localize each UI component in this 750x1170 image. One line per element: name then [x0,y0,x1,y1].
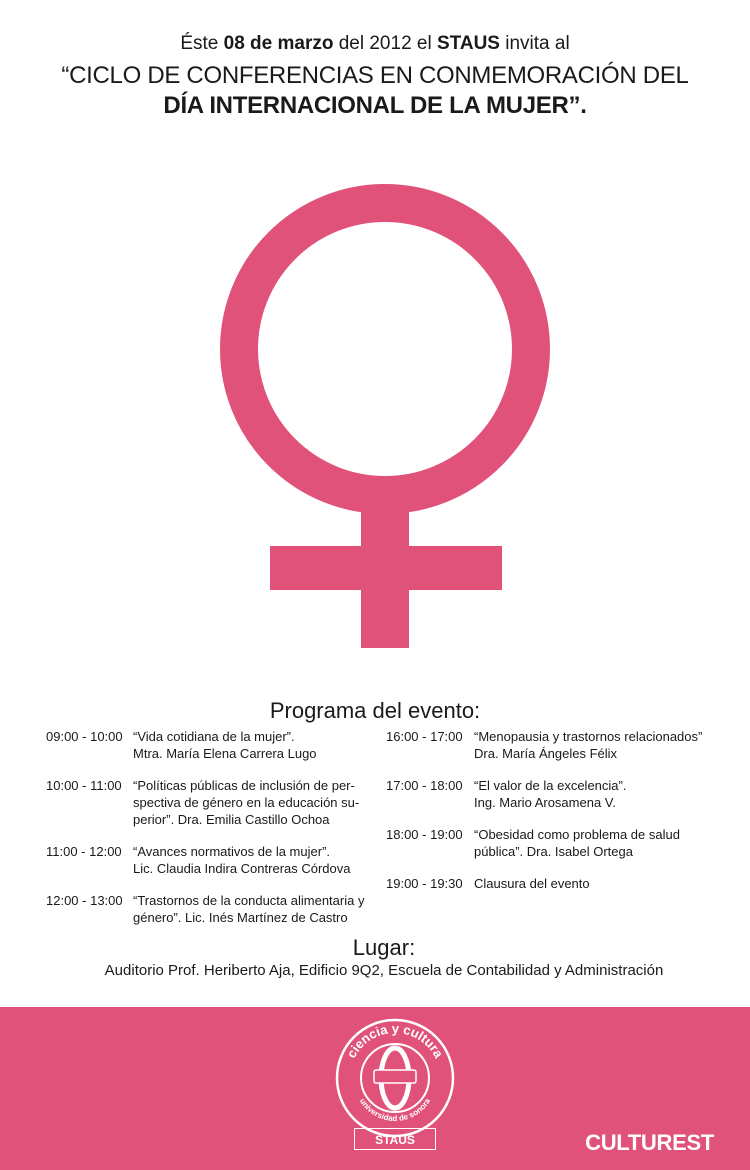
talk-description: “Vida cotidiana de la mujer”. Mtra. María Elena Carrera Lugo [133,729,317,761]
time-slot: 16:00 - 17:00 [386,729,463,744]
event-title-line1: “CICLO DE CONFERENCIAS EN CONMEMORACIÓN DEL [61,62,689,89]
seal-emblem-band [374,1070,416,1083]
talk-description: “El valor de la excelencia”. Ing. Mario Arosamena V. [474,778,627,810]
invitation-post: invita al [499,33,570,54]
schedule-afternoon [386,728,726,907]
seal-university: universidad de sonora [357,1096,433,1124]
time-slot: 17:00 - 18:00 [386,778,463,793]
organizer-name: STAUS [436,33,500,54]
talk-description: “Trastornos de la conducta alimentaria y género”. Lic. Inés Martínez de Castro [133,893,365,925]
time-slot: 10:00 - 11:00 [46,778,122,793]
seal-motto: ciencia y cultura [343,1020,447,1061]
seal-staus-label: STAUS [354,1128,436,1150]
schedule-morning [46,728,386,941]
staus-seal-icon [332,1016,458,1140]
invitation-mid: del 2012 el [333,33,437,54]
talk-description: “Políticas públicas de inclusión de per- spectiva de género en la educación su- perior”. Dra. Emilia Castillo Ochoa [133,778,360,827]
venue-title: Lugar: [352,935,416,960]
time-slot: 12:00 - 13:00 [46,893,123,908]
time-slot: 11:00 - 12:00 [46,844,122,859]
schedule-row [386,875,726,892]
talk-description: “Obesidad como problema de salud pública”. Dra. Isabel Ortega [474,827,680,859]
schedule-row [46,777,386,828]
schedule-row [46,728,386,762]
event-date: 08 de marzo [223,33,334,54]
talk-description: “Avances normativos de la mujer”. Lic. Claudia Indira Contreras Córdova [133,844,351,876]
talk-description: Clausura del evento [474,876,590,891]
time-slot: 19:00 - 19:30 [386,876,463,891]
symbol-ring [239,203,531,495]
schedule-row [386,826,726,860]
schedule-row [386,728,726,762]
program-title: Programa del evento: [269,698,481,723]
talk-description: “Menopausia y trastornos relacionados” Dra. María Ángeles Félix [474,729,703,761]
schedule-row [46,892,386,926]
invitation-pre: Éste [180,33,224,54]
time-slot: 09:00 - 10:00 [46,729,123,744]
schedule-row [46,843,386,877]
culturest-logo: CULTUREST [585,1130,714,1155]
schedule-row [386,777,726,811]
venue-address: Auditorio Prof. Heriberto Aja, Edificio 9Q2, Escuela de Contabilidad y Administración [104,962,664,979]
time-slot: 18:00 - 19:00 [386,827,463,842]
event-title-line2: DÍA INTERNACIONAL DE LA MUJER”. [163,92,587,119]
symbol-crossbar [270,546,502,590]
